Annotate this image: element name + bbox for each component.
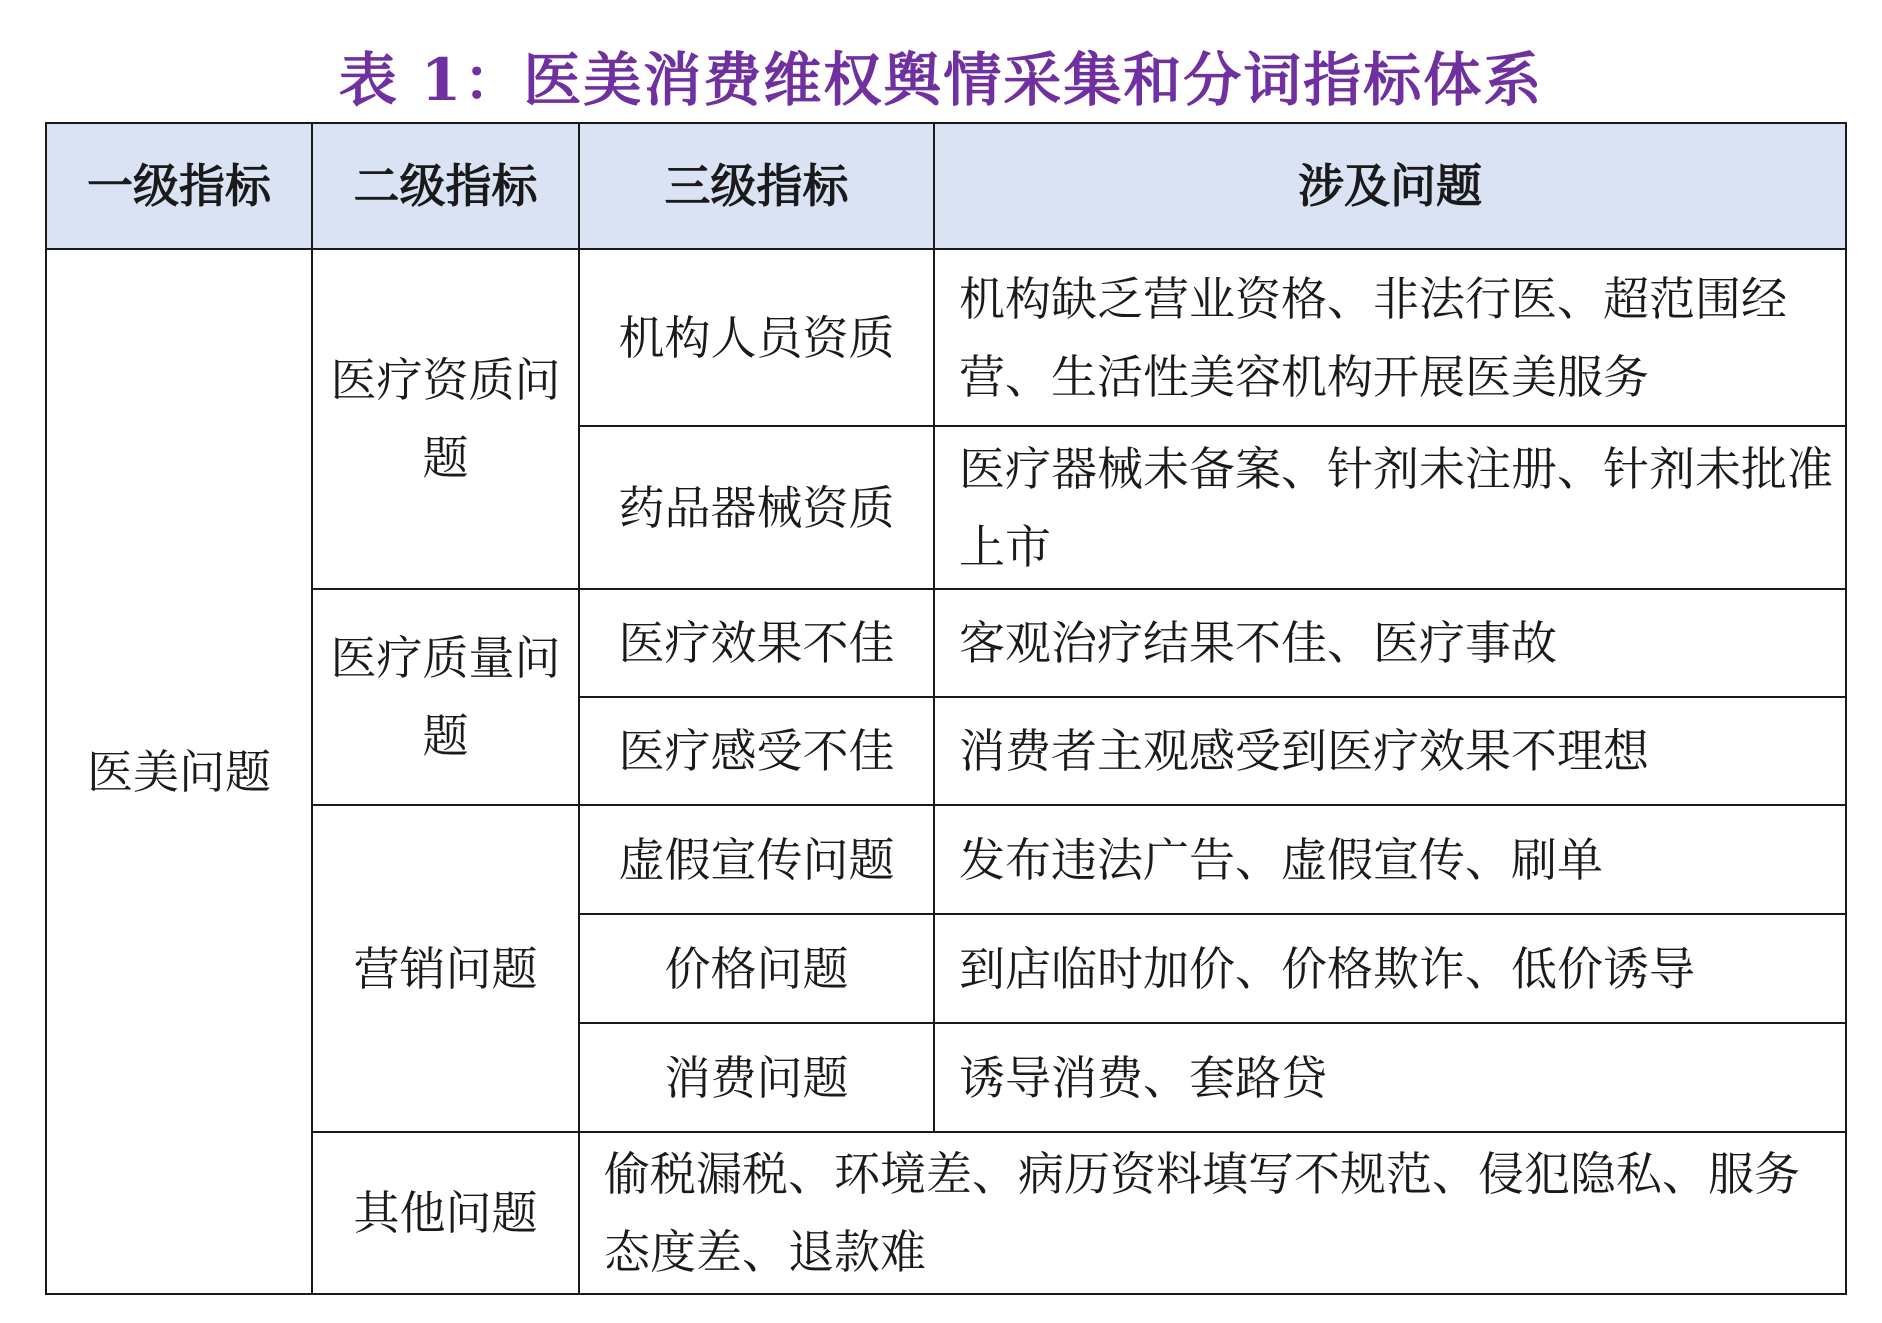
level3-cell: 医疗感受不佳 [579,697,934,805]
header-level3: 三级指标 [579,123,934,249]
issues-cell: 偷税漏税、环境差、病历资料填写不规范、侵犯隐私、服务态度差、退款难 [579,1132,1846,1294]
header-issues: 涉及问题 [934,123,1846,249]
level2-cell: 营销问题 [312,805,579,1132]
table-row [46,1132,1846,1294]
level1-cell: 医美问题 [46,249,312,1294]
level3-cell: 虚假宣传问题 [579,805,934,914]
issues-cell: 诱导消费、套路贷 [934,1023,1846,1132]
level3-cell: 价格问题 [579,914,934,1023]
level3-cell: 医疗效果不佳 [579,589,934,697]
level2-cell: 医疗质量问题 [312,589,579,805]
issues-cell: 客观治疗结果不佳、医疗事故 [934,589,1846,697]
table-row [46,589,1846,697]
level2-cell: 其他问题 [312,1132,579,1294]
issues-cell: 医疗器械未备案、针剂未注册、针剂未批准上市 [934,426,1846,589]
issues-cell: 消费者主观感受到医疗效果不理想 [934,697,1846,805]
level3-cell: 药品器械资质 [579,426,934,589]
header-row [46,123,1846,249]
level2-cell: 医疗资质问题 [312,249,579,589]
level3-cell: 消费问题 [579,1023,934,1132]
issues-cell: 机构缺乏营业资格、非法行医、超范围经营、生活性美容机构开展医美服务 [934,249,1846,426]
indicator-table [45,122,1847,1295]
issues-cell: 到店临时加价、价格欺诈、低价诱导 [934,914,1846,1023]
table-row [46,805,1846,914]
header-level1: 一级指标 [46,123,312,249]
table-row [46,249,1846,426]
level3-cell: 机构人员资质 [579,249,934,426]
issues-cell: 发布违法广告、虚假宣传、刷单 [934,805,1846,914]
header-level2: 二级指标 [312,123,579,249]
table-title: 表 1：医美消费维权舆情采集和分词指标体系 [338,46,1544,114]
